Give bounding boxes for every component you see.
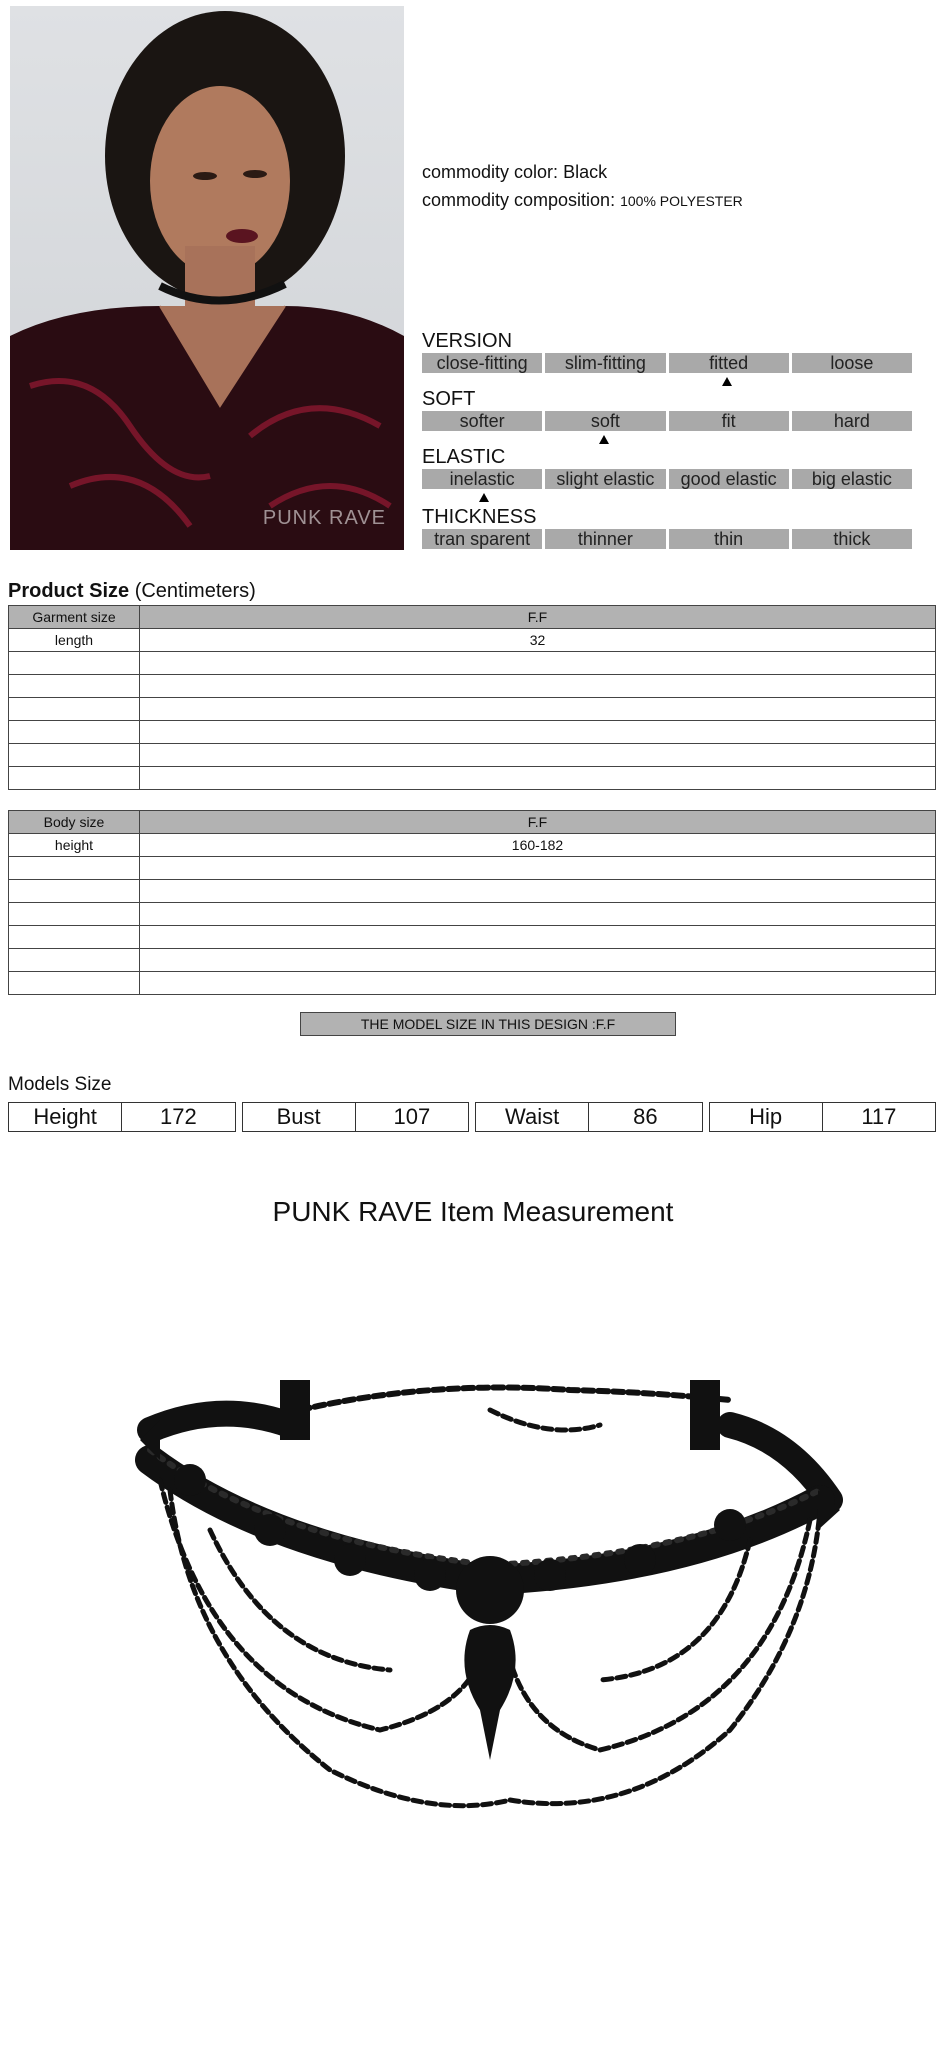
soft-option: fit xyxy=(669,411,789,431)
models-size-value: 172 xyxy=(121,1103,234,1131)
version-selected-marker xyxy=(722,377,732,386)
thickness-scale xyxy=(422,529,912,549)
table-row xyxy=(9,652,936,675)
choker-product-image xyxy=(130,1330,850,1930)
soft-scale xyxy=(422,411,912,431)
table-cell xyxy=(140,698,936,721)
product-size-title xyxy=(8,580,256,603)
version-scale xyxy=(422,353,912,373)
commodity-color-value: Black xyxy=(563,162,608,182)
table-cell xyxy=(140,880,936,903)
thickness-option: tran sparent xyxy=(422,529,542,549)
version-title: VERSION xyxy=(422,330,513,352)
table-header-row xyxy=(9,811,936,834)
measurement-title: PUNK RAVE Item Measurement xyxy=(272,1196,674,1227)
table-cell xyxy=(9,949,140,972)
table-header-cell: Garment size xyxy=(9,606,140,629)
models-size-value: 117 xyxy=(822,1103,935,1131)
version-option: loose xyxy=(792,353,912,373)
table-cell xyxy=(140,949,936,972)
soft-option: hard xyxy=(792,411,912,431)
brand-watermark: PUNK RAVE xyxy=(262,507,386,529)
table-row xyxy=(9,629,936,652)
version-option: close-fitting xyxy=(422,353,542,373)
table-header-cell: Body size xyxy=(9,811,140,834)
table-cell xyxy=(140,652,936,675)
table-row xyxy=(9,721,936,744)
commodity-color-label: commodity color: xyxy=(422,162,559,182)
table-row xyxy=(9,698,936,721)
table-cell: height xyxy=(9,834,140,857)
elastic-selected-marker xyxy=(479,493,489,502)
table-cell xyxy=(9,903,140,926)
right-end-cap xyxy=(690,1380,720,1450)
table-cell xyxy=(9,698,140,721)
table-cell xyxy=(9,926,140,949)
table-cell xyxy=(9,721,140,744)
table-header-cell: F.F xyxy=(140,811,936,834)
models-size-value: 86 xyxy=(588,1103,701,1131)
commodity-composition xyxy=(422,190,743,211)
models-size-label: Hip xyxy=(749,1104,783,1129)
body-size-table xyxy=(8,810,936,995)
table-cell xyxy=(140,767,936,790)
table-row xyxy=(9,880,936,903)
elastic-option: good elastic xyxy=(669,469,789,489)
models-size-value: 107 xyxy=(355,1103,468,1131)
elastic-option: slight elastic xyxy=(545,469,665,489)
models-size-label: Bust xyxy=(276,1104,321,1129)
table-cell xyxy=(9,972,140,995)
thickness-title: THICKNESS xyxy=(422,506,537,528)
table-cell xyxy=(9,857,140,880)
soft-title: SOFT xyxy=(422,388,476,410)
table-row xyxy=(9,972,936,995)
table-cell xyxy=(9,767,140,790)
table-cell xyxy=(140,972,936,995)
table-row xyxy=(9,834,936,857)
left-end-cap xyxy=(280,1380,310,1440)
table-cell xyxy=(9,744,140,767)
product-size-unit: (Centimeters) xyxy=(134,580,256,602)
thickness-option: thinner xyxy=(545,529,665,549)
commodity-color xyxy=(422,162,607,183)
models-size-item xyxy=(242,1102,470,1132)
model-size-note: THE MODEL SIZE IN THIS DESIGN :F.F xyxy=(300,1012,676,1036)
table-row xyxy=(9,857,936,880)
table-cell xyxy=(140,675,936,698)
table-cell xyxy=(140,744,936,767)
choker-illustration xyxy=(130,1330,850,1930)
models-size-label: Waist xyxy=(505,1104,560,1129)
elastic-option: inelastic xyxy=(422,469,542,489)
table-row xyxy=(9,767,936,790)
soft-option: softer xyxy=(422,411,542,431)
model-photo xyxy=(10,6,404,550)
elastic-title: ELASTIC xyxy=(422,446,506,468)
models-size-item xyxy=(709,1102,937,1132)
model-illustration xyxy=(10,6,404,550)
table-cell: length xyxy=(9,629,140,652)
table-cell xyxy=(140,903,936,926)
elastic-option: big elastic xyxy=(792,469,912,489)
table-row xyxy=(9,675,936,698)
table-cell: 32 xyxy=(140,629,936,652)
models-size-item xyxy=(475,1102,703,1132)
version-option: slim-fitting xyxy=(545,353,665,373)
table-row xyxy=(9,949,936,972)
table-header-cell: F.F xyxy=(140,606,936,629)
models-size-item xyxy=(8,1102,236,1132)
product-size-heading: Product Size xyxy=(8,580,130,602)
table-cell xyxy=(9,880,140,903)
models-size-title: Models Size xyxy=(8,1074,112,1095)
table-cell xyxy=(9,675,140,698)
commodity-composition-value: 100% POLYESTER xyxy=(620,193,743,209)
elastic-scale xyxy=(422,469,912,489)
commodity-composition-label: commodity composition: xyxy=(422,190,616,210)
table-row xyxy=(9,903,936,926)
table-cell xyxy=(9,652,140,675)
soft-option: soft xyxy=(545,411,665,431)
version-option: fitted xyxy=(669,353,789,373)
thickness-option: thick xyxy=(792,529,912,549)
table-cell xyxy=(140,926,936,949)
models-size-label: Height xyxy=(33,1104,97,1129)
table-row xyxy=(9,744,936,767)
table-row xyxy=(9,926,936,949)
table-cell: 160-182 xyxy=(140,834,936,857)
table-header-row xyxy=(9,606,936,629)
garment-size-table xyxy=(8,605,936,790)
thickness-option: thin xyxy=(669,529,789,549)
soft-selected-marker xyxy=(599,435,609,444)
models-size-row xyxy=(8,1102,936,1132)
table-cell xyxy=(140,857,936,880)
table-cell xyxy=(140,721,936,744)
